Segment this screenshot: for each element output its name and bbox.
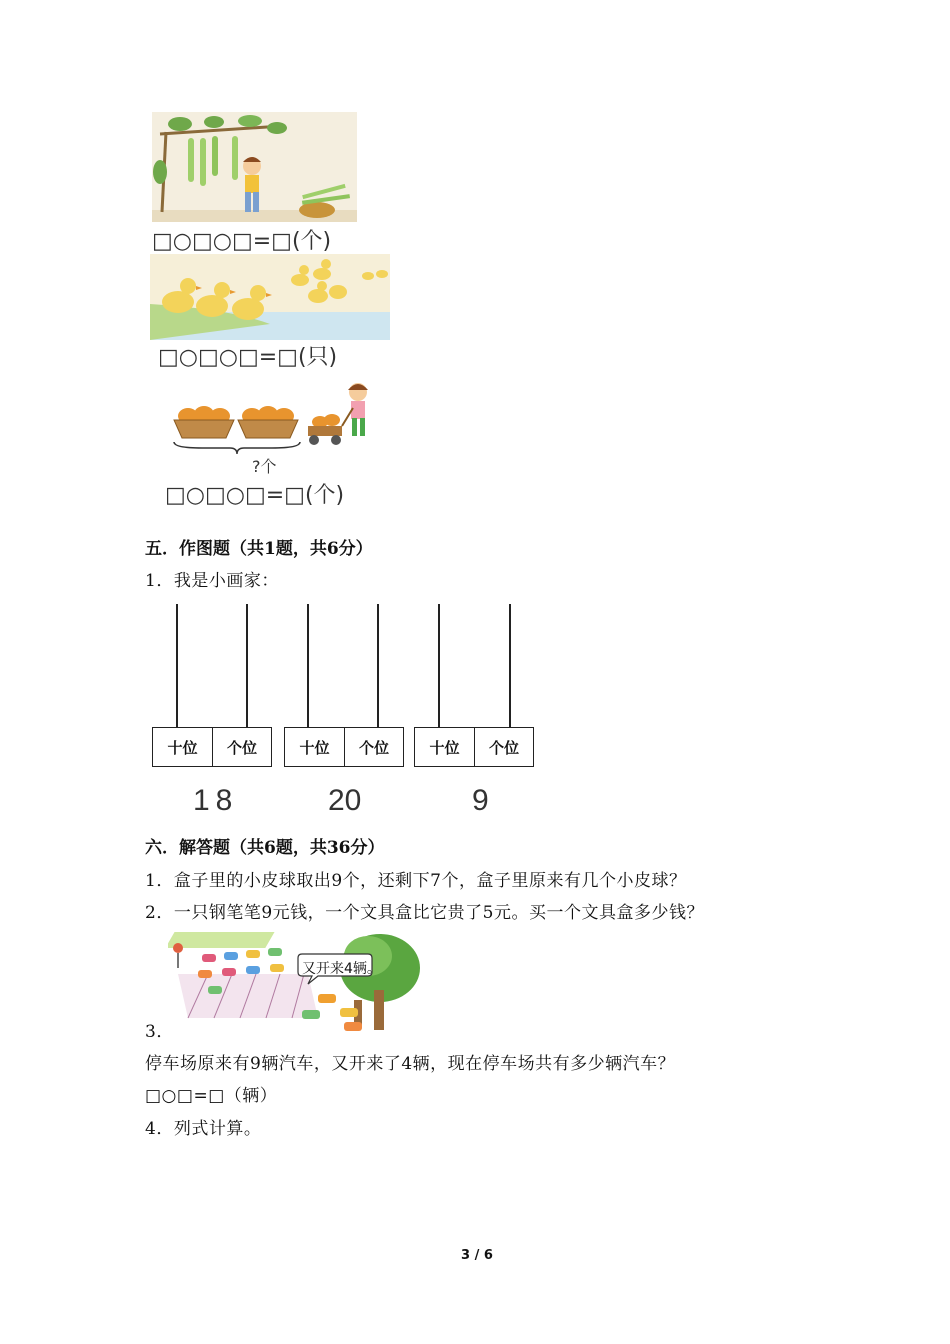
section5-question1: 1．我是小画家：: [145, 571, 279, 591]
abacus1-ones-label: 个位: [226, 738, 257, 757]
baskets-illustration: [168, 378, 378, 448]
abacus2-number: 20: [328, 784, 362, 817]
abacus3-ones-rod: [509, 604, 511, 728]
ducks-illustration: [150, 254, 390, 340]
abacus3-ones-label: 个位: [488, 738, 519, 757]
section6-question3-equation: □○□=□（辆）: [145, 1086, 278, 1106]
abacus2-tens-label: 十位: [285, 728, 345, 766]
section6-question2: 2．一只钢笔笔9元钱，一个文具盒比它贵了5元。买一个文具盒多少钱？: [145, 903, 704, 923]
section5-heading: 五．作图题（共1题，共6分）: [145, 539, 373, 559]
vegetable-picking-illustration: [152, 112, 357, 222]
section6-question3-number: 3．: [145, 1022, 174, 1042]
abacus1-place-value-box: [152, 727, 272, 767]
abacus1-ones-rod: [246, 604, 248, 728]
abacus3-tens-label: 十位: [415, 728, 475, 766]
abacus2-place-value-box: [284, 727, 404, 767]
speech-bubble-text: 又开来4辆。: [302, 961, 381, 977]
parking-lot-illustration: [168, 926, 423, 1036]
abacus3-place-value-box: [414, 727, 534, 767]
section6-question1: 1．盒子里的小皮球取出9个，还剩下7个，盒子里原来有几个小皮球？: [145, 871, 687, 891]
equation-baskets: □○□○□=□(个): [165, 483, 345, 508]
abacus1-tens-label: 十位: [153, 728, 213, 766]
abacus3-tens-rod: [438, 604, 440, 728]
section6-question4: 4．列式计算。: [145, 1119, 262, 1139]
section6-heading: 六．解答题（共6题，共36分）: [145, 838, 385, 858]
abacus1-number: 18: [193, 784, 239, 817]
question-count-label: ?个: [252, 457, 277, 476]
abacus3-number: 9: [472, 784, 489, 817]
section6-question3-text: 停车场原来有9辆汽车，又开来了4辆，现在停车场共有多少辆汽车？: [145, 1054, 676, 1074]
abacus2-ones-label: 个位: [358, 738, 389, 757]
brace-under-baskets: [172, 440, 302, 456]
abacus1-tens-rod: [176, 604, 178, 728]
page-number: 3 / 6: [461, 1248, 493, 1263]
abacus2-ones-rod: [377, 604, 379, 728]
abacus2-tens-rod: [307, 604, 309, 728]
equation-vegetables: □○□○□=□(个): [152, 229, 332, 254]
equation-ducks: □○□○□=□(只): [158, 345, 338, 370]
